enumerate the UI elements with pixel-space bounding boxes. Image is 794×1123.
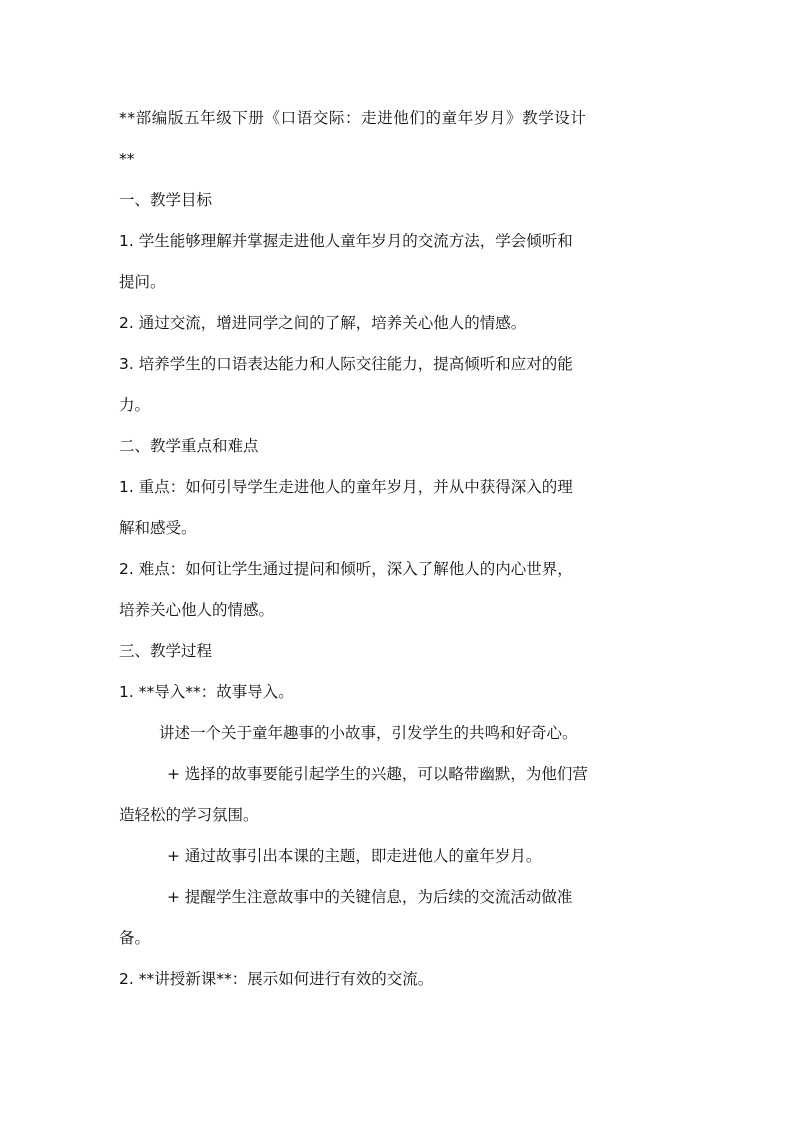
objective-item-1: 1. 学生能够理解并掌握走进他人童年岁月的交流方法，学会倾听和 xyxy=(119,232,573,250)
process-step-2: 2. **讲授新课**：展示如何进行有效的交流。 xyxy=(119,970,434,988)
key-point-item-2: 2. 难点：如何让学生通过提问和倾听，深入了解他人的内心世界， xyxy=(119,560,573,578)
section-heading-key-points: 二、教学重点和难点 xyxy=(119,437,259,455)
process-bullet-1-continuation: 造轻松的学习氛围。 xyxy=(119,806,259,824)
process-bullet-3: + 提醒学生注意故事中的关键信息，为后续的交流活动做准 xyxy=(167,888,573,906)
process-bullet-2: + 通过故事引出本课的主题，即走进他人的童年岁月。 xyxy=(167,847,542,865)
section-heading-process: 三、教学过程 xyxy=(119,642,213,660)
objective-item-2: 2. 通过交流，增进同学之间的了解，培养关心他人的情感。 xyxy=(119,314,527,332)
objective-item-1-continuation: 提问。 xyxy=(119,273,166,291)
section-heading-objectives: 一、教学目标 xyxy=(119,191,213,209)
key-point-item-2-continuation: 培养关心他人的情感。 xyxy=(119,601,275,619)
key-point-item-1: 1. 重点：如何引导学生走进他人的童年岁月，并从中获得深入的理 xyxy=(119,478,573,496)
process-step-1-description: 讲述一个关于童年趣事的小故事，引发学生的共鸣和好奇心。 xyxy=(159,724,578,742)
objective-item-3: 3. 培养学生的口语表达能力和人际交往能力，提高倾听和应对的能 xyxy=(119,355,573,373)
process-step-1: 1. **导入**：故事导入。 xyxy=(119,683,294,701)
document-title-continuation: ** xyxy=(119,150,135,168)
document-body xyxy=(119,98,675,1000)
process-bullet-1: + 选择的故事要能引起学生的兴趣，可以略带幽默，为他们营 xyxy=(167,765,588,783)
objective-item-3-continuation: 力。 xyxy=(119,396,151,414)
key-point-item-1-continuation: 解和感受。 xyxy=(119,519,197,537)
document-title: **部编版五年级下册《口语交际：走进他们的童年岁月》教学设计 xyxy=(119,109,587,127)
process-bullet-3-continuation: 备。 xyxy=(119,929,151,947)
